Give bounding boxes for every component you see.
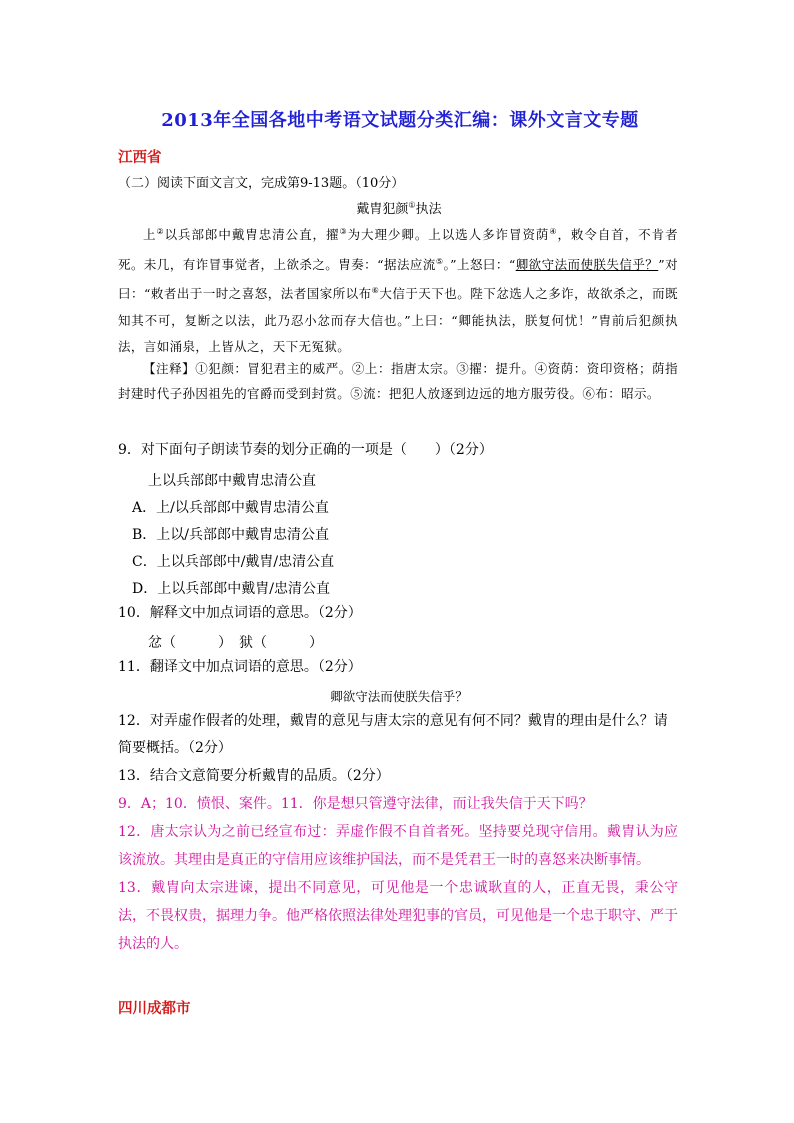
question-11-sentence: 卿欲守法而使朕失信乎？ bbox=[330, 689, 468, 704]
answer-13: 13．戴胄向太宗进谏，提出不同意见，可见他是一个忠诚耿直的人，正直无畏，秉公守法，不畏权贵，据理力争。他严格依照法律处理犯事的官员，可见他是一个忠于职守、严于执法的人。 bbox=[118, 880, 678, 952]
passage-text bbox=[118, 219, 678, 361]
question-11: 11．翻译文中加点词语的意思。（2分） bbox=[118, 659, 362, 675]
footnote-mark: ② bbox=[156, 227, 165, 236]
footnote-mark: ① bbox=[408, 200, 416, 210]
annotations: 【注释】①犯颜：冒犯君主的威严。②上：指唐太宗。③擢：提升。④资荫：资印资格；荫指封建时代子孙因祖先的官爵而受到封赏。⑤流：把犯人放逐到边远的地方服劳役。⑥布：昭示。 bbox=[118, 361, 678, 401]
answer-9-11: 9．A；10．愤恨、案件。11．你是想只管遵守法律，而让我失信于天下吗？ bbox=[118, 796, 593, 812]
passage-segment: 上 bbox=[143, 227, 157, 243]
passage-segment: 。”上怒曰：“ bbox=[443, 256, 516, 272]
option-a: A．上/以兵部郎中戴胄忠清公直 bbox=[132, 500, 329, 516]
footnote-mark: ③ bbox=[339, 227, 348, 236]
question-9: 9．对下面句子朗读节奏的划分正确的一项是（ ）（2分） bbox=[118, 442, 493, 458]
region-heading-chengdu: 四川成都市 bbox=[118, 1000, 191, 1017]
question-10-items: 忿（ ） 狱（ ） bbox=[148, 635, 323, 651]
passage-title bbox=[118, 198, 680, 217]
passage-segment: 为大理少卿。上以选人多诈冒资荫 bbox=[347, 227, 550, 243]
passage-segment: 大信于天下也。陛下忿选人之多诈，故欲杀之，而既知其不可，复断之以法，此乃忍小忿而存大信也。”上曰：“卿能执法，朕复何忧！”胄前后犯颜执法，言如涌泉，上皆从之，天下无冤狱。 bbox=[118, 286, 678, 355]
footnote-mark: ④ bbox=[549, 227, 558, 236]
question-9-sentence: 上以兵部郎中戴胄忠清公直 bbox=[148, 473, 316, 489]
region-heading-jiangxi: 江西省 bbox=[118, 149, 162, 166]
footnote-mark: ⑤ bbox=[435, 256, 444, 266]
passage-segment: 以兵部郎中戴胄忠清公直，擢 bbox=[164, 227, 340, 243]
passage-title-text: 戴胄犯颜 bbox=[356, 202, 409, 217]
option-c: C．上以兵部郎中/戴胄/忠清公直 bbox=[132, 554, 335, 570]
passage-segment: ”对曰：“敕者出于一时之喜怒，法者国家所以布 bbox=[118, 256, 678, 302]
page-title: 2013年全国各地中考语文试题分类汇编：课外文言文专题 bbox=[161, 110, 639, 131]
question-13: 13．结合文意简要分析戴胄的品质。（2分） bbox=[118, 768, 390, 784]
footnote-mark: ⑥ bbox=[371, 286, 380, 296]
option-d: D．上以兵部郎中戴胄/忠清公直 bbox=[132, 581, 330, 597]
option-b: B．上以/兵部郎中戴胄忠清公直 bbox=[132, 527, 330, 543]
question-10: 10．解释文中加点词语的意思。（2分） bbox=[118, 605, 362, 621]
passage-segment: ，敕令自首，不肯者死。未几，有诈冒事觉者，上欲杀之。胄奏：“据法应流 bbox=[118, 227, 678, 272]
answer-12: 12．唐太宗认为之前已经宣布过：弄虚作假不自首者死。坚持要兑现守信用。戴胄认为应该流放。其理由是真正的守信用应该维护国法，而不是凭君王一时的喜怒来决断事情。 bbox=[118, 824, 678, 868]
section-intro: （二）阅读下面文言文，完成第9-13题。（10分） bbox=[118, 176, 405, 191]
underlined-sentence: 卿欲守法而使朕失信乎？ bbox=[515, 256, 659, 272]
question-12: 12．对弄虚作假者的处理，戴胄的意见与唐太宗的意见有何不同？戴胄的理由是什么？请简要概括。（2分） bbox=[118, 713, 668, 756]
passage-title-tail: 执法 bbox=[415, 202, 442, 217]
